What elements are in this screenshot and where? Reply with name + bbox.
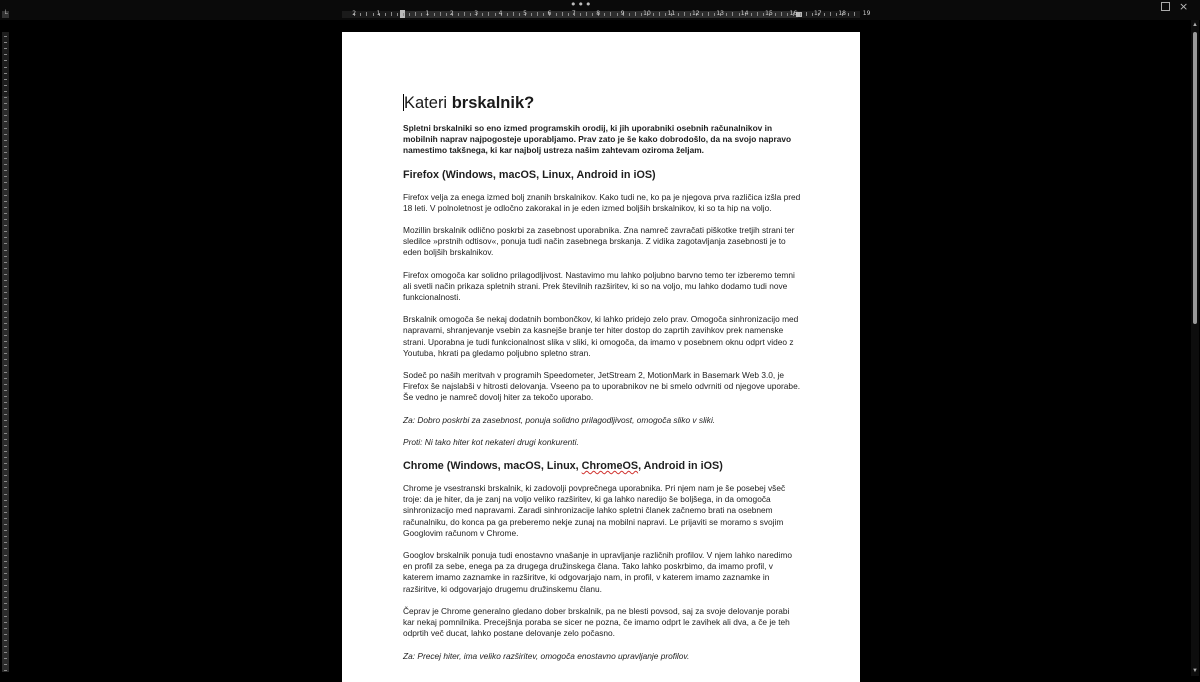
ruler-tick [4, 109, 7, 110]
ruler-tick [4, 268, 7, 269]
firefox-paragraph-5[interactable]: Sodeč po naših meritvah v programih Speedometer, JetStream 2, MotionMark in Basemark Web 3.0, je Firefox še najslabši v hitrosti delovanja. Vseeno pa to uporabnikov ne bi smelo odvrniti od njegove uporabe. Še vedno je namreč dovolj hiter za tekočo uporabo. [403, 370, 801, 403]
ruler-tick [4, 164, 7, 165]
ruler-tick [800, 13, 801, 16]
ruler-tick [4, 426, 7, 427]
ruler-tick [4, 158, 7, 159]
ruler-tick [4, 292, 7, 293]
ruler-tick [4, 439, 7, 440]
vertical-ruler[interactable] [2, 32, 9, 672]
ruler-tick [4, 512, 7, 513]
ruler-tick [4, 536, 7, 537]
ruler-tick [678, 13, 679, 16]
ruler-tick [4, 341, 7, 342]
ruler-tick [604, 13, 605, 16]
ruler-number: 11 [667, 10, 676, 17]
ruler-tick [4, 506, 7, 507]
ruler-tick [635, 12, 636, 16]
ruler-tick [4, 433, 7, 434]
ruler-tick [848, 13, 849, 16]
ruler-tick [373, 13, 374, 16]
ruler-tick [519, 13, 520, 16]
ruler-tick [4, 195, 7, 196]
ruler-tick [726, 13, 727, 16]
ruler-tick [732, 12, 733, 16]
horizontal-ruler[interactable] [342, 10, 871, 18]
ruler-tick [4, 481, 7, 482]
ruler-tick [4, 128, 7, 129]
ruler-number: 10 [643, 10, 651, 17]
ruler-tick [4, 530, 7, 531]
restore-window-icon[interactable] [1161, 2, 1170, 11]
ruler-tick [470, 13, 471, 16]
ruler-tick [4, 317, 7, 318]
ruler-tick [610, 12, 611, 16]
ruler-tick [629, 13, 630, 16]
spellcheck-marked-word[interactable]: ChromeOS [581, 460, 639, 473]
ruler-tick [4, 225, 7, 226]
ruler-tick [4, 347, 7, 348]
ruler-tick [4, 463, 7, 464]
ruler-tick [415, 12, 416, 16]
ruler-tick [4, 304, 7, 305]
ruler-tick [854, 12, 855, 16]
ruler-tick [775, 13, 776, 16]
ruler-tick [763, 13, 764, 16]
ruler-tick [739, 13, 740, 16]
ruler-tick [4, 79, 7, 80]
ruler-tick [4, 286, 7, 287]
ruler-tick [4, 585, 7, 586]
ruler-tick [4, 475, 7, 476]
ruler-tick [4, 146, 7, 147]
ruler-tick [4, 658, 7, 659]
ruler-tick [385, 13, 386, 16]
ruler-tick [4, 42, 7, 43]
ruler-tick [4, 597, 7, 598]
chrome-heading[interactable] [403, 459, 801, 473]
ruler-number: 2 [449, 10, 454, 17]
ruler-tick [513, 12, 514, 16]
ruler-tick [4, 555, 7, 556]
ruler-tick [556, 13, 557, 16]
ruler-tick [4, 353, 7, 354]
ruler-tick [464, 12, 465, 16]
ruler-tick [4, 274, 7, 275]
ruler-tick [641, 13, 642, 16]
ruler-tick [537, 12, 538, 16]
ruler-tick [4, 73, 7, 74]
ruler-tick [4, 561, 7, 562]
ruler-tick [397, 13, 398, 16]
ruler-number: 19 [862, 10, 871, 17]
ruler-tick [592, 13, 593, 16]
ruler-tick [4, 359, 7, 360]
ruler-tick [4, 616, 7, 617]
ruler-tick [4, 323, 7, 324]
ruler-tick [4, 664, 7, 665]
firefox-paragraph-4[interactable]: Brskalnik omogoča še nekaj dodatnih bombončkov, ki lahko pridejo zelo prav. Omogoča sinhronizacijo med napravami, shranjevanje vsebin za kasnejše branje ter hiter dostop do zaprtih zavihkov prek namenske strani. Uporabna je tudi funkcionalnost slika v sliki, ki omogoča, da imamo v posebnem oknu odprt video z Youtuba, hkrati pa gledamo poljubno spletno stran. [403, 314, 799, 358]
ruler-tick [366, 12, 367, 16]
ruler-tick [586, 12, 587, 16]
ruler-tick [4, 262, 7, 263]
ruler-tick [403, 13, 404, 16]
title-normal-text: Kateri [404, 94, 452, 112]
ruler-tick [4, 573, 7, 574]
ruler-tick [360, 13, 361, 16]
scroll-down-icon[interactable]: ▼ [1192, 668, 1198, 674]
ruler-tick [653, 13, 654, 16]
ruler-number: 17 [813, 10, 822, 17]
scroll-thumb[interactable] [1193, 32, 1197, 324]
ruler-tick [4, 189, 7, 190]
ruler-tick [562, 12, 563, 16]
ruler-tick [391, 12, 392, 16]
ruler-tick [751, 13, 752, 16]
ruler-tick [495, 13, 496, 16]
ruler-number: 9 [620, 10, 625, 17]
ruler-tick [409, 13, 410, 16]
ruler-tick [4, 140, 7, 141]
ruler-tick [4, 176, 7, 177]
ruler-tick [580, 13, 581, 16]
scroll-up-icon[interactable]: ▲ [1192, 22, 1198, 28]
ruler-tick [4, 548, 7, 549]
ruler-tick [824, 13, 825, 16]
intro-paragraph[interactable]: Spletni brskalniki so eno izmed programskih orodij, ki jih uporabniki osebnih računalnikov in mobilnih naprav najpogosteje uporabljamo. Prav zato je še kako dobrodošlo, da na svojo napravo namestimo takšnega, ki kar najbolj ustreza našim zahtevam oziroma željam. [403, 123, 792, 156]
ruler-number: 16 [789, 10, 798, 17]
ruler-tick [434, 13, 435, 16]
ruler-tick [440, 12, 441, 16]
ruler-number: 6 [547, 10, 552, 17]
ruler-tick [4, 542, 7, 543]
ruler-tick [4, 628, 7, 629]
ruler-number: 13 [716, 10, 725, 17]
ruler-tick [4, 524, 7, 525]
ruler-tick [684, 12, 685, 16]
ruler-tick [4, 97, 7, 98]
document-title[interactable] [403, 92, 801, 114]
ruler-number: 3 [474, 10, 479, 17]
ruler-tick [4, 451, 7, 452]
ruler-tick [4, 469, 7, 470]
ruler-tick [781, 12, 782, 16]
ruler-tick [543, 13, 544, 16]
ruler-tick [4, 646, 7, 647]
ruler-tick [4, 170, 7, 171]
vertical-scrollbar[interactable] [1191, 20, 1199, 676]
ruler-number: 12 [691, 10, 700, 17]
firefox-cons[interactable]: Proti: Ni tako hiter kot nekateri drugi konkurenti. [403, 436, 579, 447]
ruler-tick [4, 414, 7, 415]
ruler-tick [4, 640, 7, 641]
ruler-tick [4, 408, 7, 409]
ruler-tick [482, 13, 483, 16]
ruler-number: 7 [571, 10, 576, 17]
ruler-number: 5 [523, 10, 527, 17]
ruler-tick [4, 231, 7, 232]
ruler-tick [4, 85, 7, 86]
firefox-pros[interactable]: Za: Dobro poskrbi za zasebnost, ponuja solidno prilagodljivost, omogoča sliko v sliki. [403, 414, 716, 425]
ruler-tick [4, 494, 7, 495]
ruler-tick [4, 182, 7, 183]
ruler-tick [4, 579, 7, 580]
ruler-tick [4, 48, 7, 49]
ruler-number: 1 [376, 10, 381, 17]
ruler-tick [714, 13, 715, 16]
ruler-tick [708, 12, 709, 16]
ruler-number: 18 [838, 10, 847, 17]
firefox-heading[interactable]: Firefox (Windows, macOS, Linux, Android in iOS) [403, 168, 656, 181]
chrome-paragraph-2[interactable]: Googlov brskalnik ponuja tudi enostavno vnašanje in upravljanje različnih profilov. V njem lahko naredimo en profil za sebe, enega pa za drugega družinskega člana. Tako lahko poskrbimo, da imamo profil, v katerem imamo zaznamke in razširitve, ki odgovarjajo nam, in profil, v katerem imamo zaznamke in razširitve, ki odgovarjajo drugemu družinskemu članu. [403, 550, 792, 594]
chrome-paragraph-3[interactable]: Čeprav je Chrome generalno gledano dober brskalnik, pa ne blesti povsod, saj za svoje delovanje porabi kar nekaj pomnilnika. Precejšnja poraba se sicer ne pozna, če imamo odprt le zavihek ali dva, a če je teh odprtih več ducat, lahko postane delovanje zelo počasno. [403, 605, 790, 639]
ruler-tick [531, 13, 532, 16]
ruler-tick [4, 670, 7, 671]
ruler-tick [4, 335, 7, 336]
ruler-tick [4, 634, 7, 635]
ruler-tick [787, 13, 788, 16]
ruler-tick [4, 500, 7, 501]
ruler-tick [4, 256, 7, 257]
ruler-tick [617, 13, 618, 16]
ruler-tick [4, 60, 7, 61]
ruler-tick [4, 134, 7, 135]
ruler-tick [4, 445, 7, 446]
ruler-tick [4, 36, 7, 37]
ruler-tick [568, 13, 569, 16]
ruler-tick [4, 591, 7, 592]
ruler-tick [806, 12, 807, 16]
ruler-right-margin [798, 11, 860, 18]
ruler-tick [4, 280, 7, 281]
ruler-tick [4, 54, 7, 55]
ruler-number: 15 [765, 10, 773, 17]
ruler-tick [446, 13, 447, 16]
ruler-tick [4, 603, 7, 604]
ruler-tick [4, 567, 7, 568]
ruler-tick [4, 201, 7, 202]
ruler-tick [421, 13, 422, 16]
ruler-tick [4, 609, 7, 610]
ruler-tick [4, 457, 7, 458]
ruler-tick [836, 13, 837, 16]
chrome-heading-text: Chrome (Windows, macOS, Linux, [403, 460, 582, 473]
ruler-tick [665, 13, 666, 16]
ruler-number: 1 [425, 10, 430, 17]
ruler-tick [812, 13, 813, 16]
ruler-tick [4, 378, 7, 379]
ruler-tick [4, 115, 7, 116]
ruler-tick [4, 250, 7, 251]
ruler-tick [4, 652, 7, 653]
chrome-paragraph-1[interactable]: Chrome je vsestranski brskalnik, ki zadovolji povprečnega uporabnika. Pri njem nam je še posebej všeč troje: da je hiter, da je zanj na voljo veliko razširitev, ki ga lahko naredijo še boljšega, in da omogoča sinhronizacijo med napravami. Zaradi sinhronizacije lahko spletni članek začnemo brati na osebnem računalniku, do konca pa ga preberemo nekje zunaj na mobilni napravi. Le prijaviti se moramo s svojim Googlovim računom v Chrome. [403, 483, 786, 538]
ruler-number: 14 [740, 10, 749, 17]
ruler-tick [488, 12, 489, 16]
ruler-tick [757, 12, 758, 16]
ruler-tick [4, 152, 7, 153]
ruler-tick [830, 12, 831, 16]
close-icon[interactable]: × [1179, 0, 1189, 13]
ruler-tick [4, 402, 7, 403]
ruler-tick [659, 12, 660, 16]
ruler-tick [4, 103, 7, 104]
ruler-tick [458, 13, 459, 16]
ruler-tick [4, 622, 7, 623]
firefox-paragraph-1[interactable]: Firefox velja za enega izmed bolj znanih brskalnikov. Kako tudi ne, ko pa je njegova prva različica izšla pred 18 leti. V polnoletnost je odločno zakorakal in je eden izmed boljših brskalnikov, ki so ta hip na voljo. [403, 191, 801, 213]
document-page[interactable] [342, 32, 860, 682]
ruler-tick [4, 420, 7, 421]
ruler-tick [4, 91, 7, 92]
chrome-pros[interactable]: Za: Precej hiter, ima veliko razširitev, omogoča enostavno upravljanje profilov. [403, 650, 690, 661]
ruler-tick [4, 365, 7, 366]
ruler-number: 2 [352, 10, 357, 17]
ruler-number: 4 [498, 10, 503, 17]
ruler-tick [702, 13, 703, 16]
more-options-icon[interactable]: ••• [570, 0, 593, 11]
ruler-tick [4, 219, 7, 220]
chrome-heading-tail: , Android in iOS) [638, 460, 723, 473]
ruler-tick [4, 372, 7, 373]
ruler-tick [4, 384, 7, 385]
ruler-tick [4, 487, 7, 488]
ruler-tick [4, 213, 7, 214]
firefox-paragraph-2[interactable]: Mozillin brskalnik odlično poskrbi za zasebnost uporabnika. Zna namreč zavračati piškotke tretjih strani ter sledilce »prstnih odtisov«, ponuja tudi način zasebnega brskanja. Z vidika zagotavljanja zasebnosti je to eden boljših brskalnikov. [403, 225, 795, 258]
ruler-tick [507, 13, 508, 16]
ruler-tick [4, 518, 7, 519]
ruler-tick [4, 207, 7, 208]
ruler-tick [4, 329, 7, 330]
ruler-tick [4, 390, 7, 391]
ruler-tick [4, 311, 7, 312]
document-content[interactable] [403, 92, 801, 662]
ruler-number: 8 [596, 10, 601, 17]
firefox-paragraph-3[interactable]: Firefox omogoča kar solidno prilagodljivost. Nastavimo mu lahko poljubno barvno temo ter izberemo temni ali svetli način prikaza spletnih strani. Prek številnih razširitev, ki so na voljo, mu lahko dodamo tudi nove funkcionalnosti. [403, 269, 795, 303]
ruler-tick [4, 67, 7, 68]
tab-selector-icon[interactable]: └ [3, 11, 8, 18]
ruler-tick [4, 298, 7, 299]
ruler-tick [4, 396, 7, 397]
ruler-tick [4, 243, 7, 244]
ruler-tick [4, 237, 7, 238]
ruler-tick [690, 13, 691, 16]
ruler-tick [4, 121, 7, 122]
title-bold-text: brskalnik? [451, 94, 535, 112]
